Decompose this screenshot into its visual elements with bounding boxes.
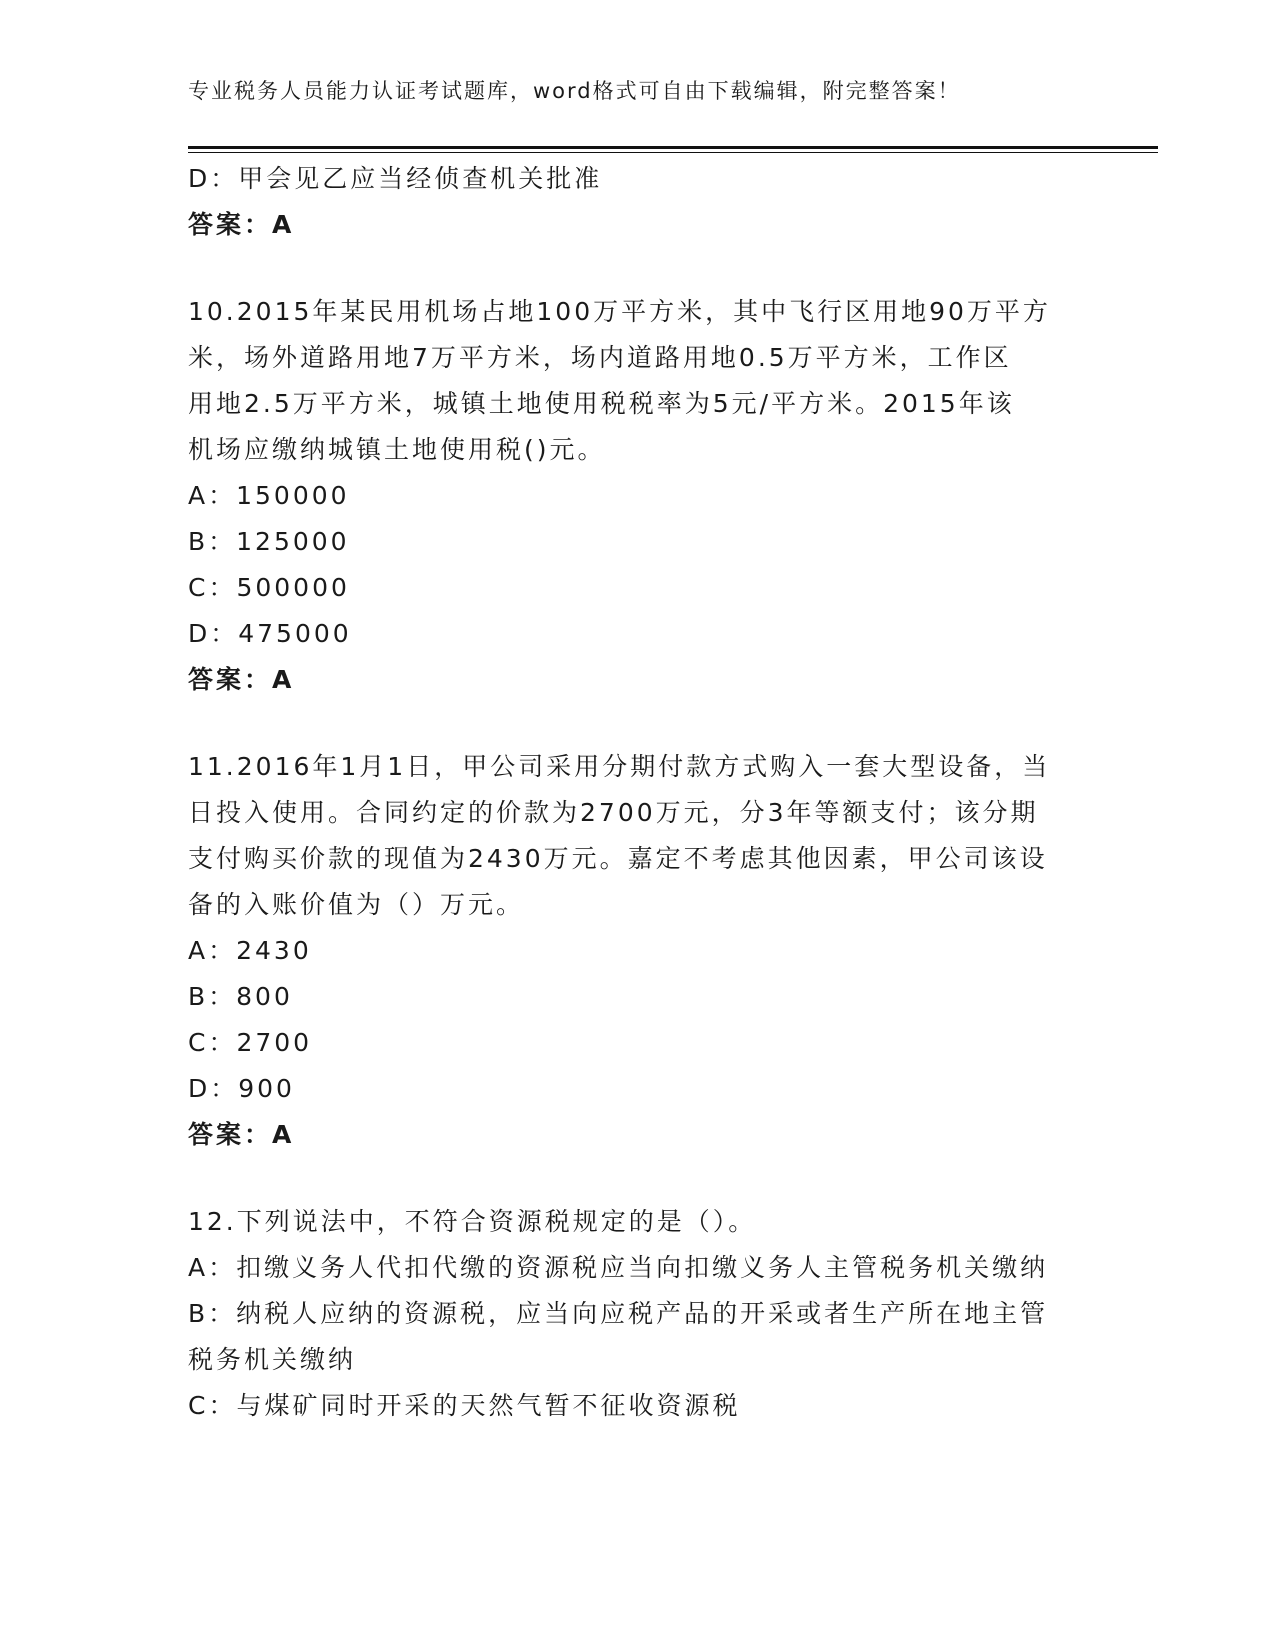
header-rule-thick [188, 146, 1158, 149]
q11-stem-line: 支付购买价款的现值为2430万元。嘉定不考虑其他因素，甲公司该设 [188, 844, 1048, 873]
q10-stem-line: 机场应缴纳城镇土地使用税()元。 [188, 435, 606, 464]
q11-block [188, 744, 1088, 1158]
q10-option-c: C：500000 [188, 573, 350, 602]
page-header: 专业税务人员能力认证考试题库，word格式可自由下载编辑，附完整答案！ [188, 79, 961, 103]
q10-stem-line: 米，场外道路用地7万平方米，场内道路用地0.5万平方米，工作区 [188, 343, 1012, 372]
q11-stem-line: 日投入使用。合同约定的价款为2700万元，分3年等额支付；该分期 [188, 798, 1039, 827]
q11-option-d: D：900 [188, 1074, 295, 1103]
q10-answer: 答案：A [188, 665, 295, 694]
q12-option-a: A：扣缴义务人代扣代缴的资源税应当向扣缴义务人主管税务机关缴纳 [188, 1253, 1049, 1282]
spacer [188, 1158, 1088, 1199]
q11-option-a: A：2430 [188, 936, 312, 965]
q9-option-d: D：甲会见乙应当经侦查机关批准 [188, 164, 603, 193]
q12-option-c: C：与煤矿同时开采的天然气暂不征收资源税 [188, 1391, 741, 1420]
q10-block [188, 289, 1088, 703]
q10-stem-line: 用地2.5万平方米，城镇土地使用税税率为5元/平方米。2015年该 [188, 389, 1015, 418]
q10-option-a: A：150000 [188, 481, 350, 510]
q11-option-b: B：800 [188, 982, 293, 1011]
header-rule-thin [188, 152, 1158, 153]
q10-option-d: D：475000 [188, 619, 352, 648]
spacer [188, 248, 1088, 289]
q10-stem-line: 10.2015年某民用机场占地100万平方米，其中飞行区用地90万平方 [188, 297, 1051, 326]
q12-stem: 12.下列说法中，不符合资源税规定的是（）。 [188, 1207, 757, 1236]
q11-option-c: C：2700 [188, 1028, 313, 1057]
q12-option-b-line: B：纳税人应纳的资源税，应当向应税产品的开采或者生产所在地主管 [188, 1299, 1049, 1328]
q9-answer: 答案：A [188, 210, 295, 239]
q12-block [188, 1199, 1088, 1429]
q11-answer: 答案：A [188, 1120, 295, 1149]
spacer [188, 703, 1088, 744]
q12-option-b-line: 税务机关缴纳 [188, 1345, 357, 1374]
question-content [188, 156, 1088, 1429]
q11-stem-line: 11.2016年1月1日，甲公司采用分期付款方式购入一套大型设备，当 [188, 752, 1051, 781]
q11-stem-line: 备的入账价值为（）万元。 [188, 890, 525, 919]
q10-option-b: B：125000 [188, 527, 350, 556]
